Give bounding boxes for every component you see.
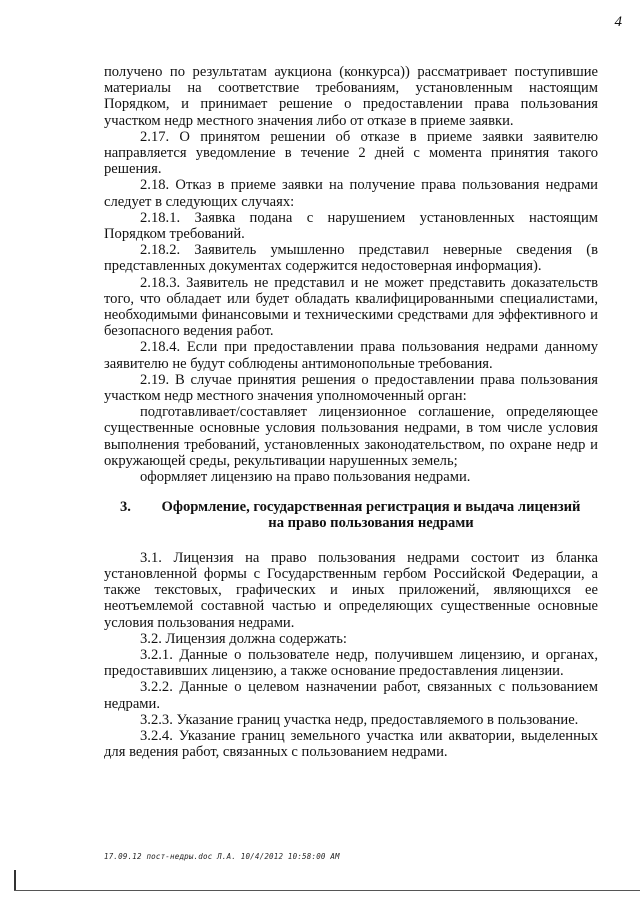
paragraph: 3.2.2. Данные о целевом назначении работ, связанных с пользованием недрами.: [104, 679, 598, 712]
paragraph: получено по результатам аукциона (конкурса)) рассматривает поступившие материалы на соответствие требованиям, установленным настоящим Порядком, и принимает решение о предоставлении права пользования участком недр местного значения либо от отказе в приеме заявки.: [104, 64, 598, 129]
paragraph: 2.18.2. Заявитель умышленно представил неверные сведения (в представленных документах содержится недостоверная информация).: [104, 242, 598, 275]
paragraph: подготавливает/составляет лицензионное соглашение, определяющее существенные основные условия пользования недрами, в том числе условия выполнения требований, установленных законодательством, по охране недр и окружающей среды, рекультивации нарушенных земель;: [104, 404, 598, 469]
paragraph: 3.2.4. Указание границ земельного участка или акватории, выделенных для ведения работ, связанных с пользованием недрами.: [104, 727, 598, 761]
paragraphs-after-section: [104, 550, 598, 761]
file-footer: 17.09.12 пост-недры.doc Л.А. 10/4/2012 10:58:00 AM: [104, 852, 340, 861]
section-title-line-2: на право пользования недрами: [268, 515, 474, 532]
section-heading: [104, 499, 598, 531]
paragraph: 3.1. Лицензия на право пользования недрами состоит из бланка установленной формы с Государственным гербом Российской Федерации, а также текстовых, графических и иных приложений, являющихся ее неотъемлемой составной частью и определяющих существенные основные условия пользования недрами.: [104, 549, 598, 631]
paragraph: 3.2. Лицензия должна содержать:: [140, 630, 347, 647]
scan-edge-mark: [14, 870, 16, 891]
document-body: [104, 64, 598, 760]
paragraph: 3.2.3. Указание границ участка недр, предоставляемого в пользование.: [140, 711, 579, 728]
paragraphs-before-section: [104, 64, 598, 485]
paragraph: 2.17. О принятом решении об отказе в приеме заявки заявителю направляется уведомление в течение 2 дней с момента принятия такого решения.: [104, 128, 598, 178]
paragraph: 3.2.1. Данные о пользователе недр, получившем лицензию, и органах, предоставивших лицензию, а также основание предоставления лицензии.: [104, 646, 598, 680]
section-number: 3.: [120, 499, 131, 516]
section-title-line-1: Оформление, государственная регистрация и выдача лицензий: [161, 499, 581, 516]
paragraph: 2.18.3. Заявитель не представил и не может представить доказательств того, что обладает или будет обладать квалифицированными специалистами, необходимыми финансовыми и техническими средствами для эффективного и безопасного ведения работ.: [104, 274, 598, 340]
paragraph: 2.18.1. Заявка подана с нарушением установленных настоящим Порядком требований.: [104, 209, 598, 243]
page-number-mark: 4: [614, 14, 622, 30]
paragraph: 2.18.4. Если при предоставлении права пользования недрами данному заявителю не будут соблюдены антимонопольные требования.: [104, 339, 598, 372]
paragraph: 2.18. Отказ в приеме заявки на получение права пользования недрами следует в следующих случаях:: [104, 177, 598, 210]
scan-edge-line: [14, 890, 640, 891]
paragraph: 2.19. В случае принятия решения о предоставлении права пользования участком недр местного значения уполномоченный орган:: [104, 371, 598, 405]
paragraph: оформляет лицензию на право пользования недрами.: [140, 469, 471, 486]
